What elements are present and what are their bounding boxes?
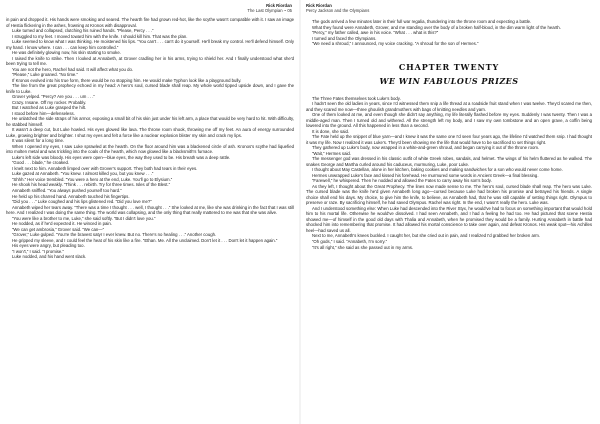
right-page [300, 0, 600, 424]
paragraph: It is done, she said. [312, 128, 350, 134]
paragraph: “Farewell,” he whispered. Then he nodded and allowed the Fates to carry away his son's body. [312, 178, 492, 184]
paragraph: “Percy,” my father called, awe in his voice. “What . . . what is this?” [312, 30, 439, 36]
paragraph: As they left, I thought about the Great Prophecy. The lines now made sense to me. The hero's soul, cursed blade shall reap. The hero was Luke. The cursed blade was the knife he'd given Annabeth long ago—cursed because Luke had broken his promise and betrayed his friends. A single choice shall end his days. My choice, to give him the knife, to believe, as Annabeth had, that he was still capable of setting things right. Olympus to preserve or raze. By sacrificing himself, he had saved Olympus. Rachel was right. In the end, I wasn't really the hero. Luke was. [306, 183, 592, 206]
paragraph: His eyes were angry, but pleading too. [12, 243, 85, 249]
paragraph: I raised the knife to strike. Then I looked at Annabeth, at Grover cradling her in his arms, trying to shield her. And I finally understood what she'd been trying to tell me. [6, 55, 294, 67]
right-header-author: Rick Riordan [306, 3, 332, 8]
paragraph: He nodded, as if he'd expected it. He winced in pain. [12, 221, 112, 227]
left-page-header [6, 0, 294, 17]
paragraph: I struggled to my feet. I moved toward him with the knife. I should kill him. That was the plan. [12, 33, 188, 39]
paragraph: Annabeth wiped her tears away. “There was a time I thought . . . well, I thought . . .” She looked at me, like she was drinking in the fact that I was still here. And I realized I was doing the same thing. The world was collapsing, and the only thing that really mattered to me was that she was alive. [6, 204, 294, 216]
chapter-heading [306, 62, 592, 86]
paragraph: “Shhh.” Her voice trembled. “You were a hero at the end, Luke. You'll go to Elysium.” [12, 176, 173, 182]
left-header-author: Rick Riordan [266, 3, 292, 8]
paragraph: “Oh gods,” I said. “Annabeth, I'm sorry.” [312, 238, 388, 244]
paragraph: It was silent for a long time. [12, 138, 65, 144]
paragraph: He was definitely glowing now, his skin starting to smoke. [12, 50, 121, 56]
paragraph: He gripped my sleeve, and I could feel the heat of his skin like a fire. “Ethan. Me. All the unclaimed. Don't let it . . . Don't let it happen again.” [12, 237, 278, 243]
paragraph: He held up his charred hand. Annabeth touched his fingertips. [12, 193, 130, 199]
paragraph: Grover yelped. “Percy? Are you . . . um . . .” [12, 94, 95, 100]
paragraph: The gods arrived a few minutes later in their full war regalia, thundering into the throne room and expecting a battle. [312, 19, 532, 24]
paragraph: I stood before him—defenseless. [12, 110, 75, 116]
paragraph: “Please,” Luke groaned. “No time.” [12, 72, 78, 78]
paragraph: “Good . . . blade,” he croaked. [12, 160, 70, 166]
paragraph: The Three Fates themselves took Luke's body. [312, 95, 401, 101]
right-page-header [306, 0, 592, 17]
paragraph: Annabeth sniffled. “You always pushed yourself too hard.” [12, 187, 122, 193]
paragraph: Luke seemed to know what I was thinking. He moistened his lips. “You can't . . . can't do it yourself. He'll break my control. He'll defend himself. Only my hand. I know where. I can . . . can keep him controlled.” [6, 39, 294, 50]
paragraph: One of them looked at me, and even though she didn't say anything, my life literally flashed before my eyes. Suddenly I was twenty. Then I was a middle-aged man. Then I turned old and withered. All the strength left my body, and I saw my own tombstone and an open grave, a coffin being lowered into the ground. All this happened in less than a second. [306, 112, 592, 129]
paragraph: “It's all right,” she said as she passed out in my arms. [312, 244, 414, 250]
paragraph: I turned and faced the Olympians. [312, 35, 377, 41]
right-header-title: Percy Jackson and the Olympians [306, 8, 370, 13]
paragraph: Luke nodded, and his hand went slack. [12, 254, 87, 260]
paragraph: “Wait,” Hermes said. [312, 150, 351, 156]
paragraph: “We can get ambrosia,” Grover said. “We can—” [12, 226, 105, 232]
paragraph: Crazy. Insane. Off my rocker. Probably. [12, 99, 87, 105]
right-page-top-text [306, 19, 592, 47]
paragraph: When I opened my eyes, I saw Luke sprawled at the hearth. On the floor around him was a blackened circle of ash. Kronos's scythe had liquefied into molten metal and was trickling into the coals of the hearth, which now glowed like a blacksmith's furnace. [6, 143, 294, 155]
paragraph: And I understood something else: When Luke had descended into the River Styx, he would've had to focus on something important that would hold him to his mortal life. Otherwise he would've dissolved. I had seen Annabeth, and I had a feeling he had too. He had pictured that scene Hestia showed me—of himself in the good old days with Thalia and Annabeth, when he promised they would be a family. Hurting Annabeth in battle had shocked him into remembering that promise. It had allowed his mortal conscience to take over again, and defeat Kronos. His weak spot—his Achilles heel—had saved us all. [306, 205, 592, 233]
paragraph: I thought about May Castellan, alone in her kitchen, baking cookies and making sandwiches for a son who would never come home. [312, 167, 563, 173]
paragraph: “Did you . . .” Luke coughed and his lips glistened red. “Did you love me?” [12, 199, 152, 205]
paragraph: They gathered up Luke's body, now wrapped in a white-and-green shroud, and began carrying it out of the throne room. [312, 145, 540, 151]
paragraph: Luke gazed at Annabeth. “You knew. I almost killed you, but you knew . . .” [12, 171, 154, 177]
right-page-body [306, 96, 592, 250]
paragraph: What they found were Annabeth, Grover, and me standing over the body of a broken half-blood, in the dim warm light of the hearth. [312, 24, 561, 30]
paragraph: The messenger god was dressed in his classic outfit of white Greek robes, sandals, and helmet. The wings of his helm fluttered as he walked. The snakes George and Martha curled around his caduceus, murmuring, Luke, poor Luke. [306, 156, 592, 167]
paragraph: I hadn't seen the old ladies in years, since I'd witnessed them snip a life thread at a roadside fruit stand when I was twelve. They'd scared me then, and they scared me now—three ghoulish grandmothers with bags of knitting needles and yarn. [306, 101, 592, 112]
paragraph: in pain and dropped it. His hands were smoking and seared. The hearth fire had grown red-hot, like the scythe wasn't compatible with it. I saw an image of Hestia flickering in the ashes, frowning at Kronos with disapproval. [6, 17, 294, 28]
paragraph: “I won't,” I said. “I promise.” [12, 248, 64, 254]
paragraph: The line from the great prophecy echoed in my head: A hero's soul, cursed blade shall reap. My whole world tipped upside down, and I gave the knife to Luke. [6, 83, 294, 94]
paragraph: The Fate held up the snippet of blue yarn—and I knew it was the same one I'd seen four years ago, the lifeline I'd watched them snip. I had thought it was my life. Now I realized it was Luke's. They'd been showing me the life that would have to be sacrificed to set things right. [306, 134, 592, 145]
paragraph: It wasn't a deep cut, but Luke howled. His eyes glowed like lava. The throne room shook, throwing me off my feet. An aura of energy surrounded Luke, growing brighter and brighter. I shut my eyes and felt a force like a nuclear explosion blister my skin and crack my lips. [6, 127, 294, 138]
paragraph: Luke's left side was bloody. His eyes were open—blue eyes, the way they used to be. His breath was a deep rattle. [12, 154, 231, 160]
left-page-body [6, 17, 294, 260]
paragraph: “We need a shroud,” I announced, my voice cracking. “A shroud for the son of Hermes.” [312, 41, 479, 47]
paragraph: “You were like a brother to me, Luke,” she said softly. “But I didn't love you.” [12, 215, 156, 221]
paragraph: “Grover,” Luke gulped. “You're the bravest satyr I ever knew. But no. There's no healing . . .” Another cough. [12, 232, 217, 238]
paragraph: But I watched as Luke grasped the hilt. [12, 105, 87, 111]
paragraph: I knelt next to him. Annabeth limped over with Grover's support. They both had tears in their eyes. [12, 165, 198, 171]
paragraph: Hermes unwrapped Luke's face and kissed his forehead. He murmured some words in Ancient Greek—a final blessing. [312, 172, 539, 178]
paragraph: He unlatched the side straps of his armor, exposing a small bit of his skin just under his left arm, a place that would be very hard to hit. With difficulty, he stabbed himself. [6, 116, 294, 127]
paragraph: Luke turned and collapsed, clutching his ruined hands. “Please, Percy . . .” [12, 28, 154, 34]
paragraph: Next to me, Annabeth's knees buckled. I caught her, but she cried out in pain, and I realized I'd grabbed her broken arm. [312, 233, 541, 239]
paragraph: You are not the hero, Rachel had said. It will affect what you do. [12, 66, 134, 72]
paragraph: He shook his head weakly. “Think . . . rebirth. Try for three times. Isles of the Blest.” [12, 182, 171, 188]
chapter-title: WE WIN FABULOUS PRIZES [379, 75, 519, 86]
chapter-number: CHAPTER TWENTY [398, 61, 500, 72]
left-header-title: The Last Olympian ~ 05 [247, 8, 292, 13]
paragraph: If Kronos evolved into his true form, there would be no stopping him. He would make Typhon look like a playground bully. [12, 77, 242, 83]
